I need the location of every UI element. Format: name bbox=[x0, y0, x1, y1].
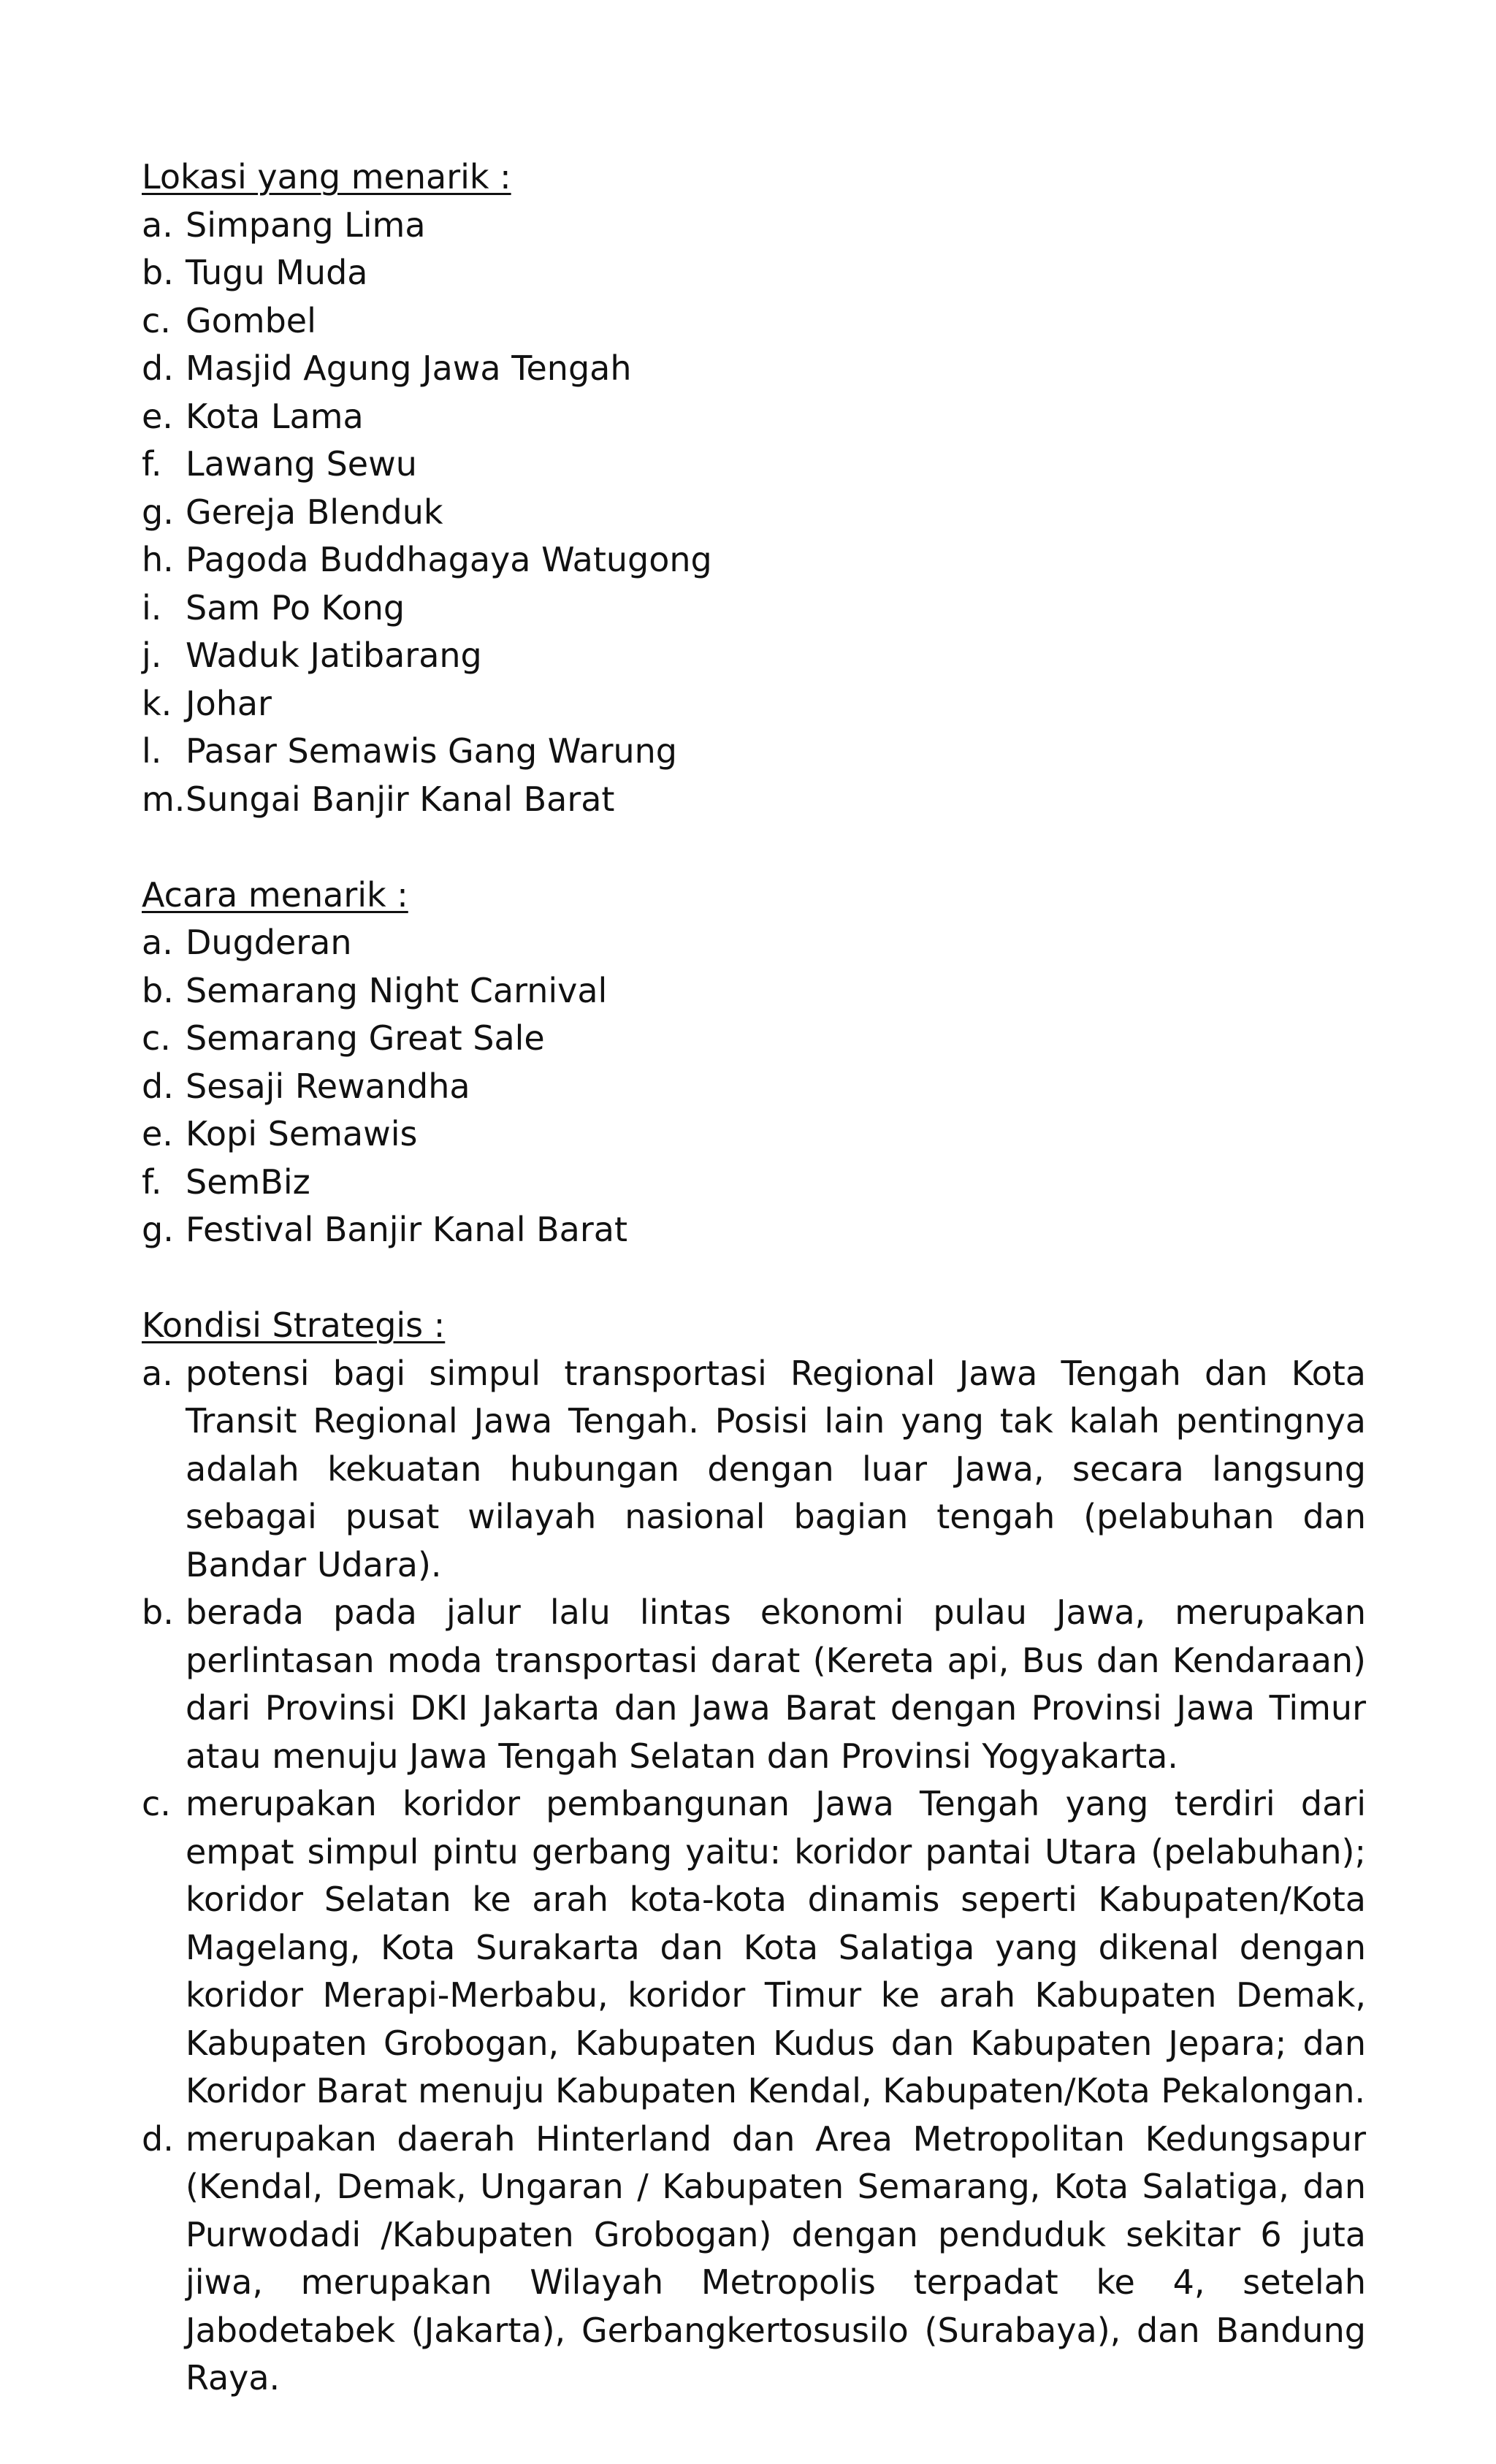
list-marker: b. bbox=[142, 970, 174, 1010]
list-marker: m. bbox=[142, 779, 186, 819]
list-item-text: Sam Po Kong bbox=[186, 587, 405, 628]
list-marker: f. bbox=[142, 1162, 162, 1202]
list-item-text: Masjid Agung Jawa Tengah bbox=[186, 348, 632, 388]
list-item-text: Johar bbox=[186, 683, 272, 723]
acara-heading: Acara menarik : bbox=[142, 874, 408, 915]
list-item-text: Lawang Sewu bbox=[186, 444, 417, 484]
list-marker: a. bbox=[142, 205, 173, 245]
list-marker: c. bbox=[142, 1784, 171, 1823]
list-item-text: Tugu Muda bbox=[186, 253, 368, 292]
list-marker: d. bbox=[142, 2118, 174, 2159]
list-marker: b. bbox=[142, 253, 174, 292]
list-item-text: Dugderan bbox=[186, 923, 352, 962]
list-item-text: potensi bagi simpul transportasi Regional Jawa Tengah dan Kota Transit Regional Jawa Tengah. Posisi lain yang tak kalah pentingnya adalah kekuatan hubungan dengan luar Jawa, secara langsung sebagai pusat wilayah nasional bagian tengah (pelabuhan dan Bandar Udara). bbox=[186, 1353, 1366, 1584]
list-item-text: Kota Lama bbox=[186, 396, 364, 436]
acara-section bbox=[142, 871, 1366, 1254]
list-item bbox=[142, 680, 1366, 728]
list-marker: g. bbox=[142, 492, 174, 532]
list-marker: h. bbox=[142, 540, 174, 579]
kondisi-section bbox=[142, 1302, 1366, 2403]
list-item-text: Sungai Banjir Kanal Barat bbox=[186, 779, 615, 819]
list-item-text: Waduk Jatibarang bbox=[186, 636, 482, 675]
list-item bbox=[142, 1589, 1366, 1780]
list-marker: l. bbox=[142, 731, 162, 771]
list-marker: a. bbox=[142, 1353, 173, 1393]
list-marker: d. bbox=[142, 348, 174, 388]
list-item bbox=[142, 776, 1366, 824]
list-marker: j. bbox=[142, 636, 162, 675]
list-item bbox=[142, 249, 1366, 297]
list-marker: e. bbox=[142, 1114, 173, 1153]
list-item-text: Gereja Blenduk bbox=[186, 492, 443, 532]
kondisi-heading: Kondisi Strategis : bbox=[142, 1305, 446, 1345]
list-item bbox=[142, 1063, 1366, 1111]
list-item-text: Sesaji Rewandha bbox=[186, 1066, 470, 1106]
list-item-text: Semarang Night Carnival bbox=[186, 970, 608, 1010]
list-item bbox=[142, 440, 1366, 489]
list-marker: c. bbox=[142, 1018, 171, 1058]
list-marker: i. bbox=[142, 587, 162, 628]
list-marker: g. bbox=[142, 1210, 174, 1249]
lokasi-heading: Lokasi yang menarik : bbox=[142, 157, 511, 197]
list-item-text: Pasar Semawis Gang Warung bbox=[186, 731, 677, 771]
list-marker: a. bbox=[142, 923, 173, 962]
list-item bbox=[142, 393, 1366, 441]
list-item bbox=[142, 584, 1366, 633]
acara-list bbox=[142, 919, 1366, 1254]
lokasi-list bbox=[142, 202, 1366, 824]
list-item-text: SemBiz bbox=[186, 1162, 310, 1202]
list-item bbox=[142, 202, 1366, 250]
section-spacer bbox=[142, 1254, 1366, 1302]
list-item bbox=[142, 489, 1366, 537]
list-marker: d. bbox=[142, 1066, 174, 1106]
section-spacer bbox=[142, 823, 1366, 871]
list-item bbox=[142, 1206, 1366, 1254]
list-item-text: Semarang Great Sale bbox=[186, 1018, 545, 1058]
list-item bbox=[142, 1350, 1366, 1590]
list-item bbox=[142, 632, 1366, 680]
list-item-text: Kopi Semawis bbox=[186, 1114, 418, 1153]
list-item bbox=[142, 919, 1366, 967]
document-page bbox=[142, 153, 1366, 2403]
kondisi-list bbox=[142, 1350, 1366, 2403]
list-marker: e. bbox=[142, 396, 173, 436]
list-marker: k. bbox=[142, 683, 172, 723]
list-item-text: Gombel bbox=[186, 300, 316, 340]
list-item bbox=[142, 1159, 1366, 1207]
list-item bbox=[142, 297, 1366, 346]
lokasi-section bbox=[142, 153, 1366, 823]
list-item bbox=[142, 345, 1366, 393]
list-marker: b. bbox=[142, 1593, 174, 1632]
list-item-text: Simpang Lima bbox=[186, 205, 426, 245]
list-item-text: berada pada jalur lalu lintas ekonomi pulau Jawa, merupakan perlintasan moda transportasi darat (Kereta api, Bus dan Kendaraan) dari Provinsi DKI Jakarta dan Jawa Barat dengan Provinsi Jawa Timur atau menuju Jawa Tengah Selatan dan Provinsi Yogyakarta. bbox=[186, 1593, 1366, 1776]
list-item bbox=[142, 1015, 1366, 1063]
list-item bbox=[142, 1110, 1366, 1159]
list-item bbox=[142, 2116, 1366, 2403]
list-item bbox=[142, 1780, 1366, 2116]
list-item-text: Pagoda Buddhagaya Watugong bbox=[186, 540, 712, 579]
list-marker: f. bbox=[142, 444, 162, 484]
list-item-text: merupakan koridor pembangunan Jawa Tengah yang terdiri dari empat simpul pintu gerbang yaitu: koridor pantai Utara (pelabuhan); koridor Selatan ke arah kota-kota dinamis seperti Kabupaten/Kota Magelang, Kota Surakarta dan Kota Salatiga yang dikenal dengan koridor Merapi-Merbabu, koridor Timur ke arah Kabupaten Demak, Kabupaten Grobogan, Kabupaten Kudus dan Kabupaten Jepara; dan Koridor Barat menuju Kabupaten Kendal, Kabupaten/Kota Pekalongan. bbox=[186, 1784, 1366, 2110]
list-item-text: merupakan daerah Hinterland dan Area Metropolitan Kedungsapur (Kendal, Demak, Ungaran / Kabupaten Semarang, Kota Salatiga, dan Purwodadi /Kabupaten Grobogan) dengan penduduk sekitar 6 juta jiwa, merupakan Wilayah Metropolis terpadat ke 4, setelah Jabodetabek (Jakarta), Gerbangkertosusilo (Surabaya), dan Bandung Raya. bbox=[186, 2118, 1366, 2398]
list-item bbox=[142, 728, 1366, 776]
list-item-text: Festival Banjir Kanal Barat bbox=[186, 1210, 628, 1249]
list-item bbox=[142, 536, 1366, 584]
list-marker: c. bbox=[142, 300, 171, 340]
list-item bbox=[142, 967, 1366, 1015]
